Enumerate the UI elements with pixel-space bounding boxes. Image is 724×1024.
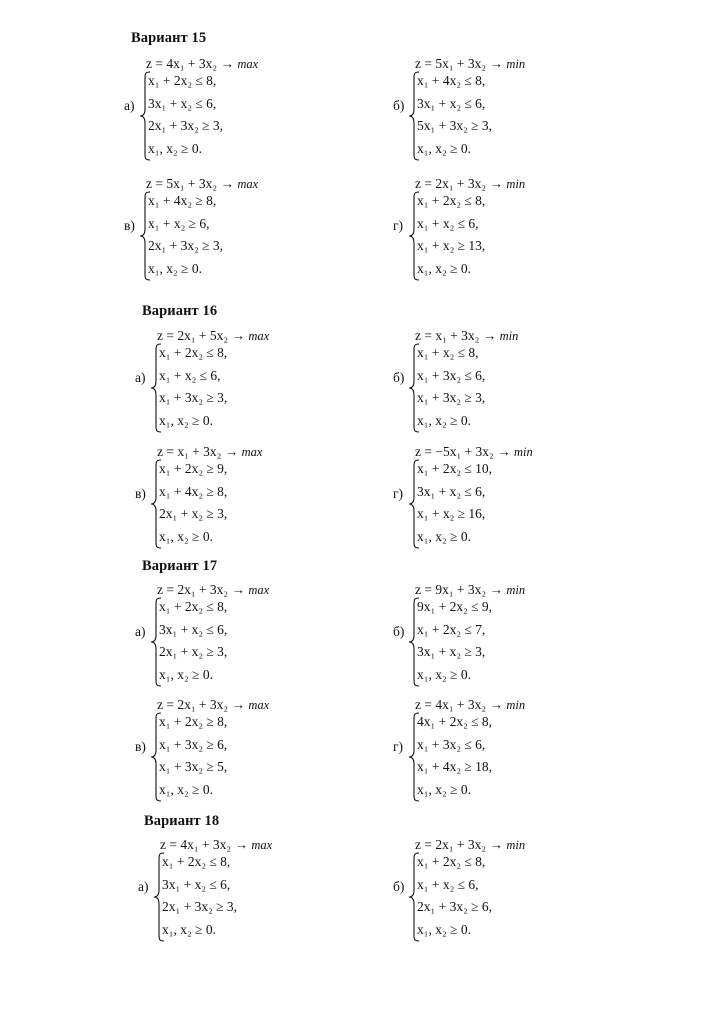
problem-label: г) bbox=[393, 218, 404, 233]
objective-direction: min bbox=[506, 583, 526, 597]
lp-problem bbox=[393, 176, 633, 286]
constraint-row: 3x₁ + x₂ ≤ 6, bbox=[162, 876, 231, 892]
constraints bbox=[159, 596, 227, 686]
constraint-row: x₁ + 2x₂ ≤ 8, bbox=[417, 193, 486, 208]
objective-direction: max bbox=[248, 329, 270, 343]
lp-problem bbox=[393, 582, 633, 692]
constraints bbox=[417, 342, 485, 432]
problem-label: б) bbox=[393, 879, 405, 894]
variant-title: Вариант 16 bbox=[142, 303, 218, 319]
objective-direction: max bbox=[248, 583, 270, 597]
constraint-row: x₁ + 2x₂ ≤ 8, bbox=[159, 345, 228, 360]
constraint-row: 3x₁ + x₂ ≤ 6, bbox=[417, 483, 486, 499]
lp-problem bbox=[393, 837, 633, 947]
constraints bbox=[417, 190, 485, 280]
lp-problem bbox=[135, 582, 375, 692]
constraint-row: x₁ + 3x₂ ≥ 6, bbox=[159, 736, 228, 752]
variant-title: Вариант 17 bbox=[142, 558, 218, 574]
problem-label: в) bbox=[135, 739, 146, 754]
objective-function: z = 4x₁ + 3x₂ → max bbox=[146, 56, 259, 71]
constraint-row: 2x₁ + 3x₂ ≥ 3, bbox=[148, 238, 224, 253]
problem-label: а) bbox=[135, 624, 146, 639]
objective-direction: min bbox=[499, 329, 519, 343]
problem-label: г) bbox=[393, 739, 404, 754]
problem-label: в) bbox=[135, 486, 146, 501]
constraint-row: 2x₁ + x₂ ≥ 3, bbox=[159, 644, 228, 659]
constraint-row: x₁, x₂ ≥ 0. bbox=[159, 781, 213, 797]
objective-function: z = 2x₁ + 3x₂ → max bbox=[157, 582, 270, 597]
problem-label: б) bbox=[393, 370, 405, 385]
objective-direction: max bbox=[237, 177, 259, 191]
constraint-row: x₁ + x₂ ≤ 6, bbox=[417, 215, 479, 231]
constraint-row: x₁ + 2x₂ ≤ 8, bbox=[159, 599, 228, 614]
problem-label: а) bbox=[138, 879, 149, 894]
constraint-row: x₁, x₂ ≥ 0. bbox=[417, 781, 471, 797]
lp-problem bbox=[135, 697, 375, 807]
objective-function: z = 5x₁ + 3x₂ → min bbox=[415, 56, 526, 71]
constraint-row: 9x₁ + 2x₂ ≤ 9, bbox=[417, 599, 493, 614]
constraint-row: x₁, x₂ ≥ 0. bbox=[159, 528, 213, 544]
constraint-row: x₁, x₂ ≥ 0. bbox=[148, 140, 202, 156]
objective-direction: max bbox=[251, 838, 273, 852]
constraint-row: x₁ + 4x₂ ≥ 18, bbox=[417, 759, 493, 774]
constraint-row: x₁, x₂ ≥ 0. bbox=[159, 412, 213, 428]
objective-function: z = 2x₁ + 3x₂ → min bbox=[415, 837, 526, 852]
problem-label: г) bbox=[393, 486, 404, 501]
objective-function: z = 9x₁ + 3x₂ → min bbox=[415, 582, 526, 597]
problem-label: а) bbox=[124, 98, 135, 113]
constraint-row: x₁ + 2x₂ ≥ 8, bbox=[159, 714, 228, 729]
constraints bbox=[159, 342, 227, 432]
lp-problem bbox=[393, 697, 633, 807]
constraint-row: 3x₁ + x₂ ≤ 6, bbox=[159, 621, 228, 637]
objective-direction: min bbox=[514, 445, 533, 459]
objective-function: z = 4x₁ + 3x₂ → max bbox=[160, 837, 273, 852]
constraint-row: x₁ + 2x₂ ≥ 9, bbox=[159, 461, 228, 476]
constraint-row: x₁ + x₂ ≤ 6, bbox=[159, 367, 221, 383]
objective-direction: min bbox=[506, 177, 526, 191]
constraint-row: x₁ + 3x₂ ≥ 5, bbox=[159, 759, 228, 774]
constraint-row: x₁ + 3x₂ ≥ 3, bbox=[417, 390, 486, 405]
objective-function: z = 4x₁ + 3x₂ → min bbox=[415, 697, 526, 712]
constraint-row: x₁ + 4x₂ ≤ 8, bbox=[417, 73, 486, 88]
constraint-row: x₁ + x₂ ≥ 13, bbox=[417, 238, 486, 253]
constraint-row: x₁, x₂ ≥ 0. bbox=[148, 260, 202, 276]
lp-problem bbox=[135, 444, 375, 554]
lp-problem bbox=[138, 837, 378, 947]
constraint-row: x₁, x₂ ≥ 0. bbox=[417, 921, 471, 937]
lp-problem bbox=[393, 328, 633, 438]
constraints bbox=[417, 596, 492, 686]
constraint-row: 5x₁ + 3x₂ ≥ 3, bbox=[417, 118, 493, 133]
constraint-row: x₁, x₂ ≥ 0. bbox=[162, 921, 216, 937]
objective-direction: min bbox=[506, 698, 526, 712]
constraint-row: 2x₁ + 3x₂ ≥ 6, bbox=[417, 899, 493, 914]
constraint-row: x₁ + 2x₂ ≤ 7, bbox=[417, 621, 486, 637]
problem-label: б) bbox=[393, 624, 405, 639]
objective-function: z = 2x₁ + 5x₂ → max bbox=[157, 328, 270, 343]
constraint-row: x₁ + 3x₂ ≤ 6, bbox=[417, 367, 486, 383]
lp-problem bbox=[124, 176, 364, 286]
constraint-row: x₁ + 3x₂ ≥ 3, bbox=[159, 390, 228, 405]
objective-function: z = 2x₁ + 3x₂ → max bbox=[157, 697, 270, 712]
constraint-row: x₁ + x₂ ≤ 8, bbox=[417, 345, 479, 360]
constraints bbox=[162, 851, 237, 941]
objective-direction: min bbox=[506, 57, 526, 71]
constraints bbox=[148, 70, 223, 160]
constraints bbox=[159, 458, 227, 548]
constraint-row: x₁ + 3x₂ ≤ 6, bbox=[417, 736, 486, 752]
problem-label: в) bbox=[124, 218, 135, 233]
objective-function: z = x₁ + 3x₂ → max bbox=[157, 444, 263, 459]
objective-function: z = −5x₁ + 3x₂ → min bbox=[415, 444, 533, 459]
constraint-row: x₁ + 2x₂ ≤ 8, bbox=[417, 854, 486, 869]
constraint-row: 3x₁ + x₂ ≤ 6, bbox=[417, 95, 486, 111]
constraints bbox=[417, 70, 492, 160]
constraints bbox=[417, 458, 492, 548]
objective-direction: min bbox=[506, 838, 526, 852]
constraint-row: x₁ + 2x₂ ≤ 10, bbox=[417, 461, 493, 476]
constraint-row: x₁ + 2x₂ ≤ 8, bbox=[162, 854, 231, 869]
problem-label: а) bbox=[135, 370, 146, 385]
problem-label: б) bbox=[393, 98, 405, 113]
constraint-row: x₁ + 4x₂ ≥ 8, bbox=[159, 483, 228, 499]
lp-problem bbox=[135, 328, 375, 438]
constraint-row: 4x₁ + 2x₂ ≤ 8, bbox=[417, 714, 493, 729]
objective-direction: max bbox=[248, 698, 270, 712]
objective-function: z = 5x₁ + 3x₂ → max bbox=[146, 176, 259, 191]
constraint-row: 3x₁ + x₂ ≥ 3, bbox=[417, 644, 486, 659]
objective-direction: max bbox=[237, 57, 259, 71]
constraint-row: x₁, x₂ ≥ 0. bbox=[417, 140, 471, 156]
lp-problem bbox=[393, 56, 633, 166]
constraint-row: 2x₁ + x₂ ≥ 3, bbox=[159, 506, 228, 521]
constraint-row: 2x₁ + 3x₂ ≥ 3, bbox=[148, 118, 224, 133]
constraint-row: x₁, x₂ ≥ 0. bbox=[417, 412, 471, 428]
constraints bbox=[417, 711, 492, 801]
constraint-row: x₁, x₂ ≥ 0. bbox=[159, 666, 213, 682]
constraint-row: x₁, x₂ ≥ 0. bbox=[417, 528, 471, 544]
objective-direction: max bbox=[241, 445, 263, 459]
objective-function: z = 2x₁ + 3x₂ → min bbox=[415, 176, 526, 191]
constraints bbox=[148, 190, 223, 280]
constraint-row: x₁ + 2x₂ ≤ 8, bbox=[148, 73, 217, 88]
constraint-row: x₁, x₂ ≥ 0. bbox=[417, 666, 471, 682]
constraint-row: 3x₁ + x₂ ≤ 6, bbox=[148, 95, 217, 111]
constraint-row: x₁ + x₂ ≤ 6, bbox=[417, 876, 479, 892]
constraint-row: 2x₁ + 3x₂ ≥ 3, bbox=[162, 899, 238, 914]
constraints bbox=[417, 851, 492, 941]
constraint-row: x₁ + x₂ ≥ 6, bbox=[148, 215, 210, 231]
lp-problem bbox=[393, 444, 633, 554]
constraint-row: x₁, x₂ ≥ 0. bbox=[417, 260, 471, 276]
constraint-row: x₁ + 4x₂ ≥ 8, bbox=[148, 193, 217, 208]
objective-function: z = x₁ + 3x₂ → min bbox=[415, 328, 519, 343]
lp-problem bbox=[124, 56, 364, 166]
constraints bbox=[159, 711, 227, 801]
constraint-row: x₁ + x₂ ≥ 16, bbox=[417, 506, 486, 521]
variant-title: Вариант 18 bbox=[144, 813, 220, 829]
variant-title: Вариант 15 bbox=[131, 30, 207, 46]
